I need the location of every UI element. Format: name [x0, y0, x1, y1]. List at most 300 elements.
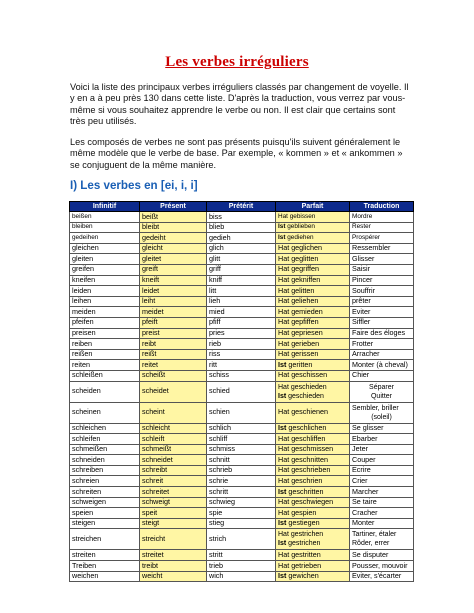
parfait-line	[278, 361, 347, 370]
table-row	[70, 444, 414, 455]
cell-traduction	[350, 434, 414, 445]
cell-present: meidet	[140, 307, 207, 318]
cell-present: schneidet	[140, 455, 207, 466]
translation-line: Pousser, mouvoir	[352, 560, 408, 570]
auxiliary: Hat	[278, 328, 290, 338]
parfait-line	[278, 213, 347, 222]
cell-present: schreitet	[140, 487, 207, 498]
translation-line: Se glisser	[352, 423, 384, 432]
cell-present: reitet	[140, 360, 207, 371]
cell-parfait	[276, 233, 350, 244]
parfait-line	[278, 276, 347, 285]
cell-present: steigt	[140, 518, 207, 529]
participle: gestritten	[291, 549, 321, 559]
cell-preterit: spie	[207, 508, 276, 519]
table-row	[70, 423, 414, 434]
cell-preterit: kniff	[207, 275, 276, 286]
parfait-line	[278, 244, 347, 253]
cell-present: schleicht	[140, 423, 207, 434]
section-heading: I) Les verbes en [ei, i, i]	[70, 179, 198, 192]
cell-parfait	[276, 264, 350, 275]
table-row	[70, 455, 414, 466]
cell-present: scheidet	[140, 381, 207, 402]
cell-parfait	[276, 550, 350, 561]
auxiliary: Hat	[278, 317, 290, 327]
participle: gelitten	[291, 285, 315, 295]
cell-parfait	[276, 296, 350, 307]
participle: gepriesen	[291, 328, 323, 338]
participle: geritten	[288, 359, 313, 369]
participle: geglitten	[291, 253, 319, 263]
auxiliary: Hat	[278, 285, 290, 295]
auxiliary: Hat	[278, 444, 290, 454]
cell-traduction	[350, 402, 414, 423]
parfait-line	[278, 562, 347, 571]
cell-parfait	[276, 254, 350, 265]
table-row	[70, 497, 414, 508]
translation-line: Ebarber	[352, 433, 378, 443]
parfait-line	[278, 435, 347, 444]
participle: geschlichen	[288, 423, 327, 432]
cell-preterit: wich	[207, 571, 276, 582]
parfait-line	[278, 329, 347, 338]
cell-infinitif: leihen	[70, 296, 140, 307]
table-body	[70, 212, 414, 582]
parfait-line	[278, 530, 347, 539]
table-row	[70, 233, 414, 244]
parfait-line	[278, 297, 347, 306]
auxiliary: Hat	[278, 306, 290, 316]
cell-preterit: ritt	[207, 360, 276, 371]
cell-preterit: schrieb	[207, 465, 276, 476]
cell-traduction	[350, 222, 414, 233]
cell-preterit: stritt	[207, 550, 276, 561]
cell-infinitif: meiden	[70, 307, 140, 318]
cell-infinitif: greifen	[70, 264, 140, 275]
parfait-line	[278, 234, 347, 243]
cell-infinitif: pfeifen	[70, 317, 140, 328]
cell-present: beißt	[140, 212, 207, 223]
participle: geschritten	[288, 486, 324, 496]
table-row	[70, 254, 414, 265]
translation-line: Rester	[352, 223, 371, 231]
cell-traduction	[350, 529, 414, 550]
cell-preterit: schiss	[207, 370, 276, 381]
parfait-line	[278, 255, 347, 264]
cell-preterit: biss	[207, 212, 276, 223]
cell-traduction	[350, 381, 414, 402]
participle: gewichen	[288, 571, 319, 581]
cell-parfait	[276, 423, 350, 434]
cell-present: speit	[140, 508, 207, 519]
cell-traduction	[350, 349, 414, 360]
parfait-line	[278, 371, 347, 380]
page-title: Les verbes irréguliers	[165, 54, 309, 70]
participle: getrieben	[291, 560, 322, 570]
cell-parfait	[276, 317, 350, 328]
table-row	[70, 349, 414, 360]
translation-line: prêter	[352, 296, 371, 306]
cell-infinitif: schreien	[70, 476, 140, 487]
participle: gebissen	[289, 212, 316, 220]
cell-preterit: pries	[207, 328, 276, 339]
cell-traduction	[350, 444, 414, 455]
cell-parfait	[276, 444, 350, 455]
translation-line: Sembler, briller	[352, 404, 399, 412]
participle: gerissen	[291, 349, 319, 359]
participle: geschnitten	[291, 454, 328, 464]
cell-present: weicht	[140, 571, 207, 582]
translation-line: Glisser	[352, 253, 375, 263]
auxiliary: Ist	[278, 233, 286, 241]
cell-preterit: pfiff	[207, 317, 276, 328]
participle: geglichen	[291, 243, 322, 253]
cell-present: streicht	[140, 529, 207, 550]
participle: geschliffen	[291, 433, 326, 443]
cell-preterit: strich	[207, 529, 276, 550]
table-row	[70, 296, 414, 307]
parfait-line	[278, 456, 347, 465]
cell-preterit: schwieg	[207, 497, 276, 508]
cell-traduction	[350, 307, 414, 318]
table-row	[70, 339, 414, 350]
header-traduction: Traduction	[350, 202, 414, 212]
intro-paragraph: Voici la liste des principaux verbes irréguliers classés par changement de voyelle. Il y en a à peu près 130 dans cette liste. D'après la traduction, vous verrez par vous-même si vous souhaitez apprendre le verbe ou non. Il est clair que certains sont très peu utilisés.	[70, 82, 409, 127]
auxiliary: Ist	[278, 423, 287, 432]
table-row	[70, 434, 414, 445]
participle: geschrieben	[291, 465, 331, 475]
cell-parfait	[276, 476, 350, 487]
cell-preterit: glitt	[207, 254, 276, 265]
table-row	[70, 381, 414, 402]
cell-preterit: schnitt	[207, 455, 276, 466]
cell-parfait	[276, 370, 350, 381]
cell-traduction	[350, 275, 414, 286]
table-row	[70, 529, 414, 550]
cell-infinitif: weichen	[70, 571, 140, 582]
cell-parfait	[276, 275, 350, 286]
cell-infinitif: schleifen	[70, 434, 140, 445]
verbs-table	[69, 201, 414, 582]
cell-traduction	[350, 264, 414, 275]
participle: gekniffen	[291, 275, 321, 285]
parfait-line	[278, 539, 347, 548]
cell-traduction	[350, 497, 414, 508]
cell-traduction	[350, 561, 414, 572]
parfait-line	[278, 308, 347, 317]
participle: gestiegen	[288, 518, 320, 528]
auxiliary: Hat	[278, 465, 290, 475]
parfait-line	[278, 498, 347, 507]
cell-infinitif: schreiben	[70, 465, 140, 476]
header-parfait: Parfait	[276, 202, 350, 212]
header-preterit: Prétérit	[207, 202, 276, 212]
cell-traduction	[350, 317, 414, 328]
auxiliary: Hat	[278, 275, 290, 285]
parfait-line	[278, 408, 347, 417]
parfait-line	[278, 466, 347, 475]
auxiliary: Hat	[278, 475, 290, 485]
auxiliary: Hat	[278, 531, 289, 539]
cell-infinitif: schreiten	[70, 487, 140, 498]
cell-parfait	[276, 434, 350, 445]
auxiliary: Hat	[278, 212, 288, 220]
auxiliary: Ist	[278, 359, 287, 369]
cell-infinitif: speien	[70, 508, 140, 519]
participle: gestrichen	[288, 540, 321, 548]
auxiliary: Hat	[278, 497, 290, 507]
cell-present: schmeißt	[140, 444, 207, 455]
cell-parfait	[276, 212, 350, 223]
participle: gegriffen	[291, 264, 320, 274]
participle: gespien	[291, 507, 317, 517]
cell-infinitif: schweigen	[70, 497, 140, 508]
cell-infinitif: reiben	[70, 339, 140, 350]
cell-infinitif: reiten	[70, 360, 140, 371]
participle: gediehen	[287, 233, 314, 241]
cell-preterit: schied	[207, 381, 276, 402]
cell-traduction	[350, 487, 414, 498]
table-row	[70, 222, 414, 233]
participle: gerieben	[291, 338, 320, 348]
table-row	[70, 402, 414, 423]
cell-preterit: lieh	[207, 296, 276, 307]
auxiliary: Hat	[278, 433, 290, 443]
cell-present: scheint	[140, 402, 207, 423]
cell-infinitif: gedeihen	[70, 233, 140, 244]
translation-line: Ecrire	[352, 465, 371, 475]
cell-present: kneift	[140, 275, 207, 286]
parfait-line	[278, 572, 347, 581]
cell-parfait	[276, 381, 350, 402]
cell-parfait	[276, 487, 350, 498]
table-row	[70, 487, 414, 498]
table-row	[70, 317, 414, 328]
cell-present: bleibt	[140, 222, 207, 233]
cell-infinitif: schmeißen	[70, 444, 140, 455]
cell-traduction	[350, 339, 414, 350]
translation-line: Crier	[352, 475, 368, 485]
cell-traduction	[350, 243, 414, 254]
auxiliary: Hat	[278, 296, 290, 306]
cell-present: greift	[140, 264, 207, 275]
cell-parfait	[276, 402, 350, 423]
auxiliary: Hat	[278, 370, 290, 380]
table-row	[70, 476, 414, 487]
table-row	[70, 561, 414, 572]
composes-paragraph: Les composés de verbes ne sont pas présents puisqu'ils suivent généralement le même modèle que le verbe de base. Par exemple, « kommen » et « ankommen » se conjuguent de la même manière.	[70, 137, 403, 170]
parfait-line	[278, 477, 347, 486]
table-row	[70, 571, 414, 582]
cell-infinitif: schleißen	[70, 370, 140, 381]
cell-preterit: rieb	[207, 339, 276, 350]
auxiliary: Ist	[278, 518, 287, 528]
cell-infinitif: gleiten	[70, 254, 140, 265]
cell-traduction	[350, 296, 414, 307]
cell-infinitif: scheinen	[70, 402, 140, 423]
cell-parfait	[276, 455, 350, 466]
parfait-line	[278, 318, 347, 327]
cell-present: schleift	[140, 434, 207, 445]
cell-infinitif: beißen	[70, 212, 140, 223]
parfait-line	[278, 509, 347, 518]
cell-parfait	[276, 339, 350, 350]
cell-present: gleicht	[140, 243, 207, 254]
cell-parfait	[276, 328, 350, 339]
parfait-line	[278, 287, 347, 296]
cell-preterit: litt	[207, 286, 276, 297]
translation-line: Séparer	[369, 383, 394, 391]
translation-line: Souffrir	[352, 285, 376, 295]
cell-parfait	[276, 360, 350, 371]
table-row	[70, 518, 414, 529]
cell-traduction	[350, 550, 414, 561]
translation-line: Pincer	[352, 275, 373, 285]
cell-preterit: schrie	[207, 476, 276, 487]
parfait-line	[278, 424, 347, 433]
cell-present: pfeift	[140, 317, 207, 328]
cell-traduction	[350, 465, 414, 476]
table-row	[70, 212, 414, 223]
cell-traduction	[350, 423, 414, 434]
parfait-line	[278, 350, 347, 359]
cell-parfait	[276, 518, 350, 529]
cell-preterit: schritt	[207, 487, 276, 498]
cell-infinitif: gleichen	[70, 243, 140, 254]
parfait-line	[278, 340, 347, 349]
auxiliary: Ist	[278, 486, 287, 496]
table-row	[70, 328, 414, 339]
cell-traduction	[350, 508, 414, 519]
translation-line: Siffler	[352, 317, 371, 327]
cell-traduction	[350, 370, 414, 381]
translation-line: Tartiner, étaler	[352, 531, 397, 539]
header-infinitif: Infinitif	[70, 202, 140, 212]
cell-present: leidet	[140, 286, 207, 297]
translation-line: Quitter	[370, 392, 392, 400]
auxiliary: Hat	[278, 338, 290, 348]
translation-line: Faire des éloges	[352, 328, 406, 338]
cell-traduction	[350, 571, 414, 582]
parfait-line	[278, 445, 347, 454]
cell-preterit: schmiss	[207, 444, 276, 455]
cell-infinitif: schleichen	[70, 423, 140, 434]
parfait-line	[278, 488, 347, 497]
cell-infinitif: scheiden	[70, 381, 140, 402]
translation-line: Eviter	[352, 306, 371, 316]
translation-line: Couper	[352, 454, 376, 464]
translation-line: Eviter, s'écarter	[352, 571, 402, 581]
cell-preterit: blieb	[207, 222, 276, 233]
participle: gestrichen	[290, 531, 324, 539]
auxiliary: Hat	[278, 264, 290, 274]
translation-line: Monter	[352, 518, 375, 528]
participle: geschissen	[291, 370, 328, 380]
auxiliary: Hat	[278, 383, 289, 391]
cell-parfait	[276, 222, 350, 233]
cell-present: scheißt	[140, 370, 207, 381]
cell-present: reißt	[140, 349, 207, 360]
cell-present: preist	[140, 328, 207, 339]
translation-line: Saisir	[352, 264, 370, 274]
auxiliary: Hat	[278, 349, 290, 359]
participle: geliehen	[291, 296, 319, 306]
parfait-line	[278, 223, 347, 232]
cell-parfait	[276, 497, 350, 508]
cell-preterit: glich	[207, 243, 276, 254]
auxiliary: Hat	[278, 253, 290, 263]
cell-present: treibt	[140, 561, 207, 572]
translation-line: Monter (à cheval)	[352, 359, 408, 369]
cell-present: schweigt	[140, 497, 207, 508]
translation-line: Mordre	[352, 212, 373, 220]
cell-preterit: gedieh	[207, 233, 276, 244]
cell-infinitif: schneiden	[70, 455, 140, 466]
cell-traduction	[350, 518, 414, 529]
table-header-row	[70, 202, 414, 212]
translation-line: Se taire	[352, 497, 377, 507]
cell-preterit: riss	[207, 349, 276, 360]
parfait-line	[278, 519, 347, 528]
parfait-line	[278, 392, 347, 401]
auxiliary: Hat	[278, 560, 290, 570]
table-row	[70, 465, 414, 476]
cell-infinitif: steigen	[70, 518, 140, 529]
cell-traduction	[350, 476, 414, 487]
participle: gemieden	[291, 306, 323, 316]
parfait-line	[278, 265, 347, 274]
cell-preterit: griff	[207, 264, 276, 275]
table-row	[70, 243, 414, 254]
translation-line: Jeter	[352, 444, 368, 454]
table-row	[70, 550, 414, 561]
participle: geschrien	[291, 475, 323, 485]
cell-parfait	[276, 571, 350, 582]
cell-parfait	[276, 243, 350, 254]
translation-line: Cracher	[352, 507, 378, 517]
cell-infinitif: bleiben	[70, 222, 140, 233]
table-row	[70, 264, 414, 275]
translation-line: Marcher	[352, 486, 379, 496]
cell-traduction	[350, 455, 414, 466]
parfait-line	[278, 551, 347, 560]
cell-preterit: schien	[207, 402, 276, 423]
cell-parfait	[276, 561, 350, 572]
auxiliary: Hat	[278, 407, 290, 417]
cell-parfait	[276, 349, 350, 360]
translation-line: Frotter	[352, 338, 374, 348]
auxiliary: Hat	[278, 549, 290, 559]
cell-present: gleitet	[140, 254, 207, 265]
cell-preterit: schlich	[207, 423, 276, 434]
table-row	[70, 360, 414, 371]
cell-present: streitet	[140, 550, 207, 561]
cell-traduction	[350, 360, 414, 371]
cell-traduction	[350, 233, 414, 244]
auxiliary: Ist	[278, 392, 287, 400]
cell-preterit: stieg	[207, 518, 276, 529]
cell-preterit: trieb	[207, 561, 276, 572]
cell-present: schreibt	[140, 465, 207, 476]
cell-present: reibt	[140, 339, 207, 350]
participle: geblieben	[287, 223, 315, 231]
auxiliary: Hat	[278, 507, 290, 517]
table-row	[70, 275, 414, 286]
translation-line: Prospérer	[352, 233, 381, 241]
participle: geschwiegen	[291, 497, 334, 507]
cell-parfait	[276, 307, 350, 318]
table-row	[70, 307, 414, 318]
